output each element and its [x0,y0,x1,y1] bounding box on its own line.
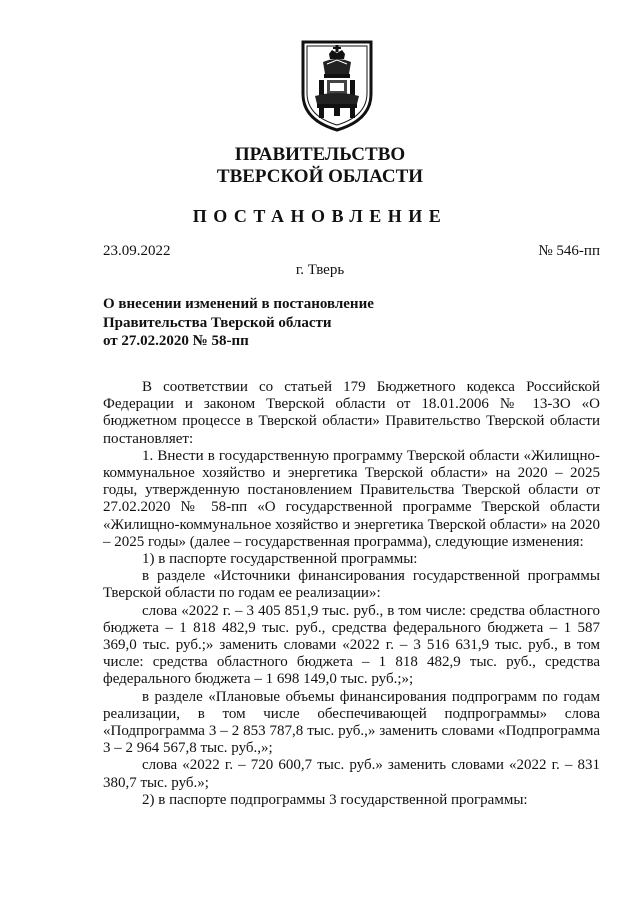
organization-name-line2: ТВЕРСКОЙ ОБЛАСТИ [216,166,424,187]
body-paragraph-subitem-1: 1) в паспорте государственной программы: [142,551,418,568]
body-paragraph-section-sources: в разделе «Источники финансирования государственной программы Тверской области по годам ее реализации»: [103,568,600,602]
body-paragraph-replace-2022-subprogram: слова «2022 г. – 720 600,7 тыс. руб.» заменить словами «2022 г. – 831 380,7 тыс. руб.»; [103,757,600,791]
body-paragraph-preamble: В соответствии со статьей 179 Бюджетного кодекса Российской Федерации и законом Тверской области от 18.01.2006 № 13-ЗО «О бюджетном процессе в Тверской области» Правительство Тверской области постановляет: [103,379,600,447]
document-date: 23.09.2022 [103,243,171,259]
body-paragraph-section-planned-volumes: в разделе «Плановые объемы финансирования подпрограмм по годам реализации, в том числе обеспечивающей подпрограммы» слова «Подпрограмма 3 – 2 853 787,8 тыс. руб.,» заменить словами «Подпрограмма 3 – 2 964 567,8 тыс. руб.,»; [103,688,600,757]
document-subject [103,295,374,351]
subject-line3: от 27.02.2020 № 58-пп [103,333,249,349]
document-body [103,379,600,809]
subject-line1: О внесении изменений в постановление [103,296,374,312]
document-number: № 546-пп [538,243,600,259]
body-paragraph-item-1: 1. Внести в государственную программу Тверской области «Жилищно-коммунальное хозяйство и энергетика Тверской области» на 2020 – 2025 годы, утвержденную постановлением Правительства Тверской области от 27.02.2020 № 58-пп «О государственной программе Тверской области «Жилищно-коммунальное хозяйство и энергетика Тверской области» на 2020 – 2025 годы» (далее – государственная программа), следующие изменения: [103,447,600,550]
document-city: г. Тверь [295,262,345,278]
coat-of-arms-emblem [297,38,377,132]
subject-line2: Правительства Тверской области [103,314,332,331]
document-type-title: ПОСТАНОВЛЕНИЕ [192,206,448,226]
body-paragraph-replace-2022-total: слова «2022 г. – 3 405 851,9 тыс. руб., в том числе: средства областного бюджета – 1 818 482,9 тыс. руб., средства федерального бюджета – 1 587 369,0 тыс. руб.;» заменить словами «2022 г. – 3 516 631,9 тыс. руб., в том числе: средства областного бюджета – 1 818 482,9 тыс. руб., средства федерального бюджета – 1 698 149,0 тыс. руб.;»; [103,602,600,688]
body-paragraph-subitem-2: 2) в паспорте подпрограммы 3 государственной программы: [142,791,528,808]
coat-of-arms-icon [297,38,377,132]
organization-name-line1: ПРАВИТЕЛЬСТВО [234,144,406,165]
